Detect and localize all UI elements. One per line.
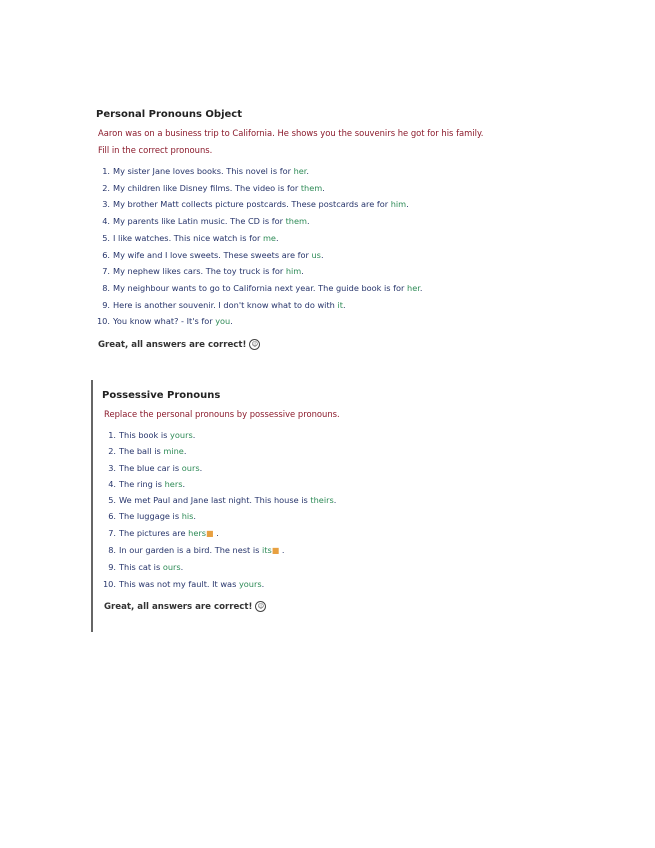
item-end: . (180, 562, 184, 573)
item-text: This book is (119, 430, 171, 440)
item-number: 3. (102, 199, 110, 210)
answer-field[interactable]: them (300, 182, 323, 193)
item-end: . (193, 511, 197, 522)
item-number: 9. (102, 299, 110, 310)
answer-field[interactable]: him (285, 266, 302, 277)
item-text: My neighbour wants to go to California next year. The guide book is for (113, 282, 408, 293)
item-end: . (275, 232, 279, 243)
exercise-item (102, 508, 562, 524)
exercise-item (102, 525, 562, 542)
item-end: . (301, 266, 304, 277)
item-number: 7. (108, 527, 116, 538)
item-text: My children like Disney films. The video is for (113, 182, 301, 193)
exercise-intro: Aaron was on a business trip to California. He shows you the souvenirs he got for his family. (98, 128, 484, 138)
answer-field[interactable]: her (293, 166, 307, 176)
result-message: Great, all answers are correct! ☺ (96, 339, 556, 350)
item-text: My wife and I love sweets. These sweets are for (113, 249, 312, 260)
item-number: 8. (102, 282, 110, 293)
answer-field[interactable]: ours (162, 562, 181, 573)
exercise-item (96, 297, 556, 314)
answer-field[interactable]: them (285, 216, 308, 227)
smiley-icon: ☺ (255, 601, 266, 612)
item-end: . (342, 299, 346, 310)
item-text: My sister Jane loves books. This novel is for (113, 166, 294, 176)
exercise-item (96, 247, 556, 264)
item-number: 7. (102, 266, 110, 277)
item-text: You know what? - It's for (113, 316, 216, 327)
answer-field[interactable]: us (311, 249, 321, 260)
item-text: This was not my fault. It was (119, 578, 239, 589)
item-text: Here is another souvenir. I don't know what to do with (113, 299, 338, 310)
item-end: . (322, 182, 325, 193)
answer-field[interactable]: it (337, 299, 343, 310)
item-number: 3. (108, 462, 116, 473)
item-end: . (261, 578, 265, 589)
item-number: 5. (108, 495, 116, 506)
item-text: The luggage is (119, 511, 182, 522)
possessive-pronouns-exercise (91, 380, 562, 632)
comment-icon[interactable]: ■ (271, 546, 280, 556)
exercise-item (102, 492, 562, 508)
item-end: . (419, 282, 423, 293)
answer-field[interactable]: its (261, 545, 272, 556)
item-number: 6. (108, 511, 116, 522)
item-end: . (192, 430, 196, 440)
exercise-title: Possessive Pronouns (102, 390, 221, 401)
item-text: My parents like Latin music. The CD is for (113, 216, 286, 227)
item-number: 4. (102, 216, 110, 227)
exercise-instruction: Replace the personal pronouns by possessive pronouns. (104, 409, 340, 419)
item-end: . (213, 527, 219, 538)
answer-field[interactable]: his (181, 511, 194, 522)
exercise-item (96, 180, 556, 197)
item-end: . (182, 478, 186, 489)
exercise-item (102, 559, 562, 575)
answer-field[interactable]: ours (181, 462, 200, 473)
exercise-instruction: Fill in the correct pronouns. (98, 145, 213, 155)
comment-icon[interactable]: ■ (206, 528, 214, 538)
item-number: 2. (102, 182, 110, 193)
exercise-item (96, 213, 556, 230)
item-number: 10. (102, 578, 116, 589)
item-end: . (230, 316, 233, 327)
exercise-item (96, 163, 556, 180)
answer-field[interactable]: yours (238, 578, 262, 589)
item-end: . (279, 545, 285, 556)
item-end: . (306, 166, 310, 176)
item-text: The pictures are (119, 527, 189, 538)
exercise-item (102, 542, 562, 559)
answer-field[interactable]: hers (188, 527, 206, 538)
item-end: . (183, 446, 187, 457)
item-end: . (333, 495, 337, 506)
answer-field[interactable]: him (390, 199, 407, 210)
exercise-item (96, 196, 556, 213)
item-number: 5. (102, 232, 110, 243)
item-text: My nephew likes cars. The toy truck is for (113, 266, 286, 277)
item-text: My brother Matt collects picture postcards. These postcards are for (113, 199, 391, 210)
exercise-item (96, 313, 556, 330)
smiley-icon: ☺ (249, 339, 260, 350)
item-end: . (406, 199, 409, 210)
item-text: This cat is (119, 562, 163, 573)
item-number: 6. (102, 249, 110, 260)
answer-field[interactable]: theirs (310, 495, 334, 506)
result-message: Great, all answers are correct! ☺ (102, 601, 562, 612)
item-text: The ring is (119, 478, 165, 489)
answer-field[interactable]: me (262, 232, 276, 243)
personal-pronouns-exercise (96, 108, 556, 350)
exercise-item (102, 576, 562, 592)
item-end: . (199, 462, 203, 473)
exercise-item (96, 230, 556, 247)
item-end: . (307, 216, 310, 227)
exercise-title: Personal Pronouns Object (96, 109, 243, 120)
answer-field[interactable]: her (407, 282, 420, 293)
item-number: 8. (108, 545, 116, 556)
item-number: 10. (96, 316, 110, 327)
answer-field[interactable]: mine (163, 446, 184, 457)
exercise-item (102, 460, 562, 476)
exercise-item (102, 427, 562, 443)
answer-field[interactable]: hers (164, 478, 183, 489)
answer-field[interactable]: you (215, 316, 231, 327)
exercise-list (96, 163, 556, 330)
exercise-list (102, 427, 562, 592)
item-text: The blue car is (119, 462, 182, 473)
item-number: 1. (108, 430, 116, 440)
exercise-item (102, 476, 562, 492)
item-text: The ball is (119, 446, 164, 457)
item-text: We met Paul and Jane last night. This house is (119, 495, 311, 506)
item-text: In our garden is a bird. The nest is (119, 545, 262, 556)
item-end: . (320, 249, 324, 260)
item-number: 4. (108, 478, 116, 489)
item-number: 9. (108, 562, 116, 573)
exercise-item (96, 263, 556, 280)
exercise-item (96, 280, 556, 297)
item-text: I like watches. This nice watch is for (113, 232, 263, 243)
answer-field[interactable]: yours (170, 430, 193, 440)
item-number: 2. (108, 446, 116, 457)
item-number: 1. (102, 166, 110, 176)
exercise-item (102, 443, 562, 459)
